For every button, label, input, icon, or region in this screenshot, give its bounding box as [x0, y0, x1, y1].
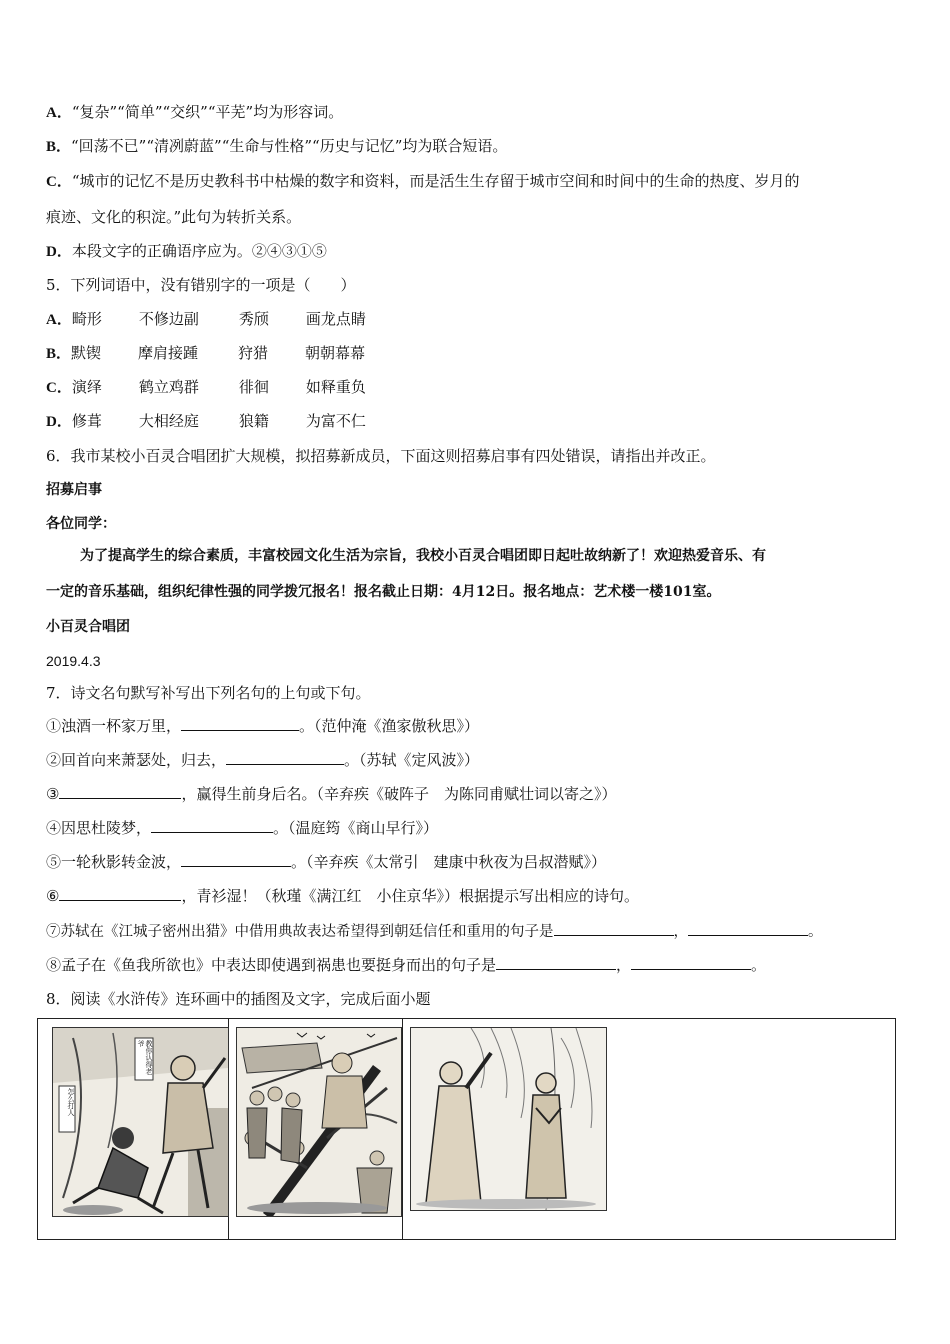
answer-blank[interactable]: [688, 921, 808, 936]
q4-option-a: A．“复杂”“简单”“交织”“平芜”均为形容词。: [46, 103, 344, 121]
q7-item-6: ⑥ ，青衫湿！（秋瑾《满江红 小住京华》）根据提示写出相应的诗句。: [46, 887, 639, 905]
comic-illustration-2: [237, 1028, 401, 1216]
q7-item-5: ⑤一轮秋影转金波， 。（辛弃疾《太常引 建康中秋夜为吕叔潜赋》）: [46, 853, 607, 871]
notice-greeting: 各位同学：: [46, 516, 116, 532]
q7-item-7: ⑦苏轼在《江城子密州出猎》中借用典故表达希望得到朝廷信任和重用的句子是 ， 。: [46, 921, 823, 942]
speech-bubble-2: 怎么打人: [67, 1088, 75, 1116]
answer-blank[interactable]: [631, 955, 751, 970]
q8-stem: 8．阅读《水浒传》连环画中的插图及文字，完成后面小题: [46, 990, 431, 1008]
comic-panel-3: [410, 1027, 607, 1211]
notice-body-1: 为了提高学生的综合素质，丰富校园文化生活为宗旨，我校小百灵合唱团即日起吐故纳新了！欢迎热爱音乐、有: [80, 548, 766, 564]
q7-item-2: ②回首向来萧瑟处，归去， 。（苏轼《定风波》）: [46, 751, 480, 769]
notice-body-2: 一定的音乐基础，组织纪律性强的同学拨冗报名！报名截止日期：4月12日。报名地点：艺术楼一楼101室。: [46, 584, 721, 600]
speech-bubble-1: 教你认得老爷: [137, 1040, 153, 1075]
q7-item-8: ⑧孟子在《鱼我所欲也》中表达即使遇到祸患也要挺身而出的句子是 ， 。: [46, 956, 767, 974]
q7-item-3: ③ ，赢得生前身后名。（辛弃疾《破阵子 为陈同甫赋壮词以寄之》）: [46, 785, 617, 803]
answer-blank[interactable]: [181, 852, 291, 867]
q4-option-d: D．本段文字的正确语序应为。②④③①⑤: [46, 242, 327, 260]
answer-blank[interactable]: [554, 921, 674, 936]
answer-blank[interactable]: [496, 955, 616, 970]
q6-stem: 6．我市某校小百灵合唱团扩大规模，拟招募新成员，下面这则招募启事有四处错误，请指出并改正。: [46, 447, 716, 465]
answer-blank[interactable]: [59, 784, 181, 799]
notice-signature: 小百灵合唱团: [46, 619, 130, 635]
comic-table: [37, 1018, 896, 1240]
q5-option-b: B．默锲 摩肩接踵 狩猎 朝朝幕幕: [46, 344, 366, 362]
q7-item-1: ①浊酒一杯家万里， 。（范仲淹《渔家傲秋思》）: [46, 717, 480, 735]
q5-stem: 5．下列词语中，没有错别字的一项是（ ）: [46, 276, 356, 294]
answer-blank[interactable]: [151, 818, 273, 833]
q5-option-c: C．演绎 鹤立鸡群 徘徊 如释重负: [46, 378, 366, 396]
notice-date: 2019.4.3: [46, 653, 101, 669]
comic-panel-2: [236, 1027, 402, 1217]
q4-option-c-cont: 痕迹、文化的积淀。”此句为转折关系。: [46, 208, 302, 226]
notice-title: 招募启事: [46, 482, 102, 498]
comic-panel-1: [52, 1027, 229, 1217]
answer-blank[interactable]: [181, 716, 299, 731]
q5-option-d: D．修葺 大相经庭 狼籍 为富不仁: [46, 412, 366, 430]
answer-blank[interactable]: [59, 886, 181, 901]
q7-item-4: ④因思杜陵梦， 。（温庭筠《商山早行》）: [46, 819, 439, 837]
answer-blank[interactable]: [226, 750, 344, 765]
q4-option-c: C．“城市的记忆不是历史教科书中枯燥的数字和资料，而是活生生存留于城市空间和时间中的生命的热度、岁月的: [46, 172, 800, 190]
q7-stem: 7．诗文名句默写补写出下列名句的上句或下句。: [46, 684, 371, 702]
q5-option-a: A．畸形 不修边副 秀颀 画龙点睛: [46, 310, 366, 328]
table-divider: [402, 1019, 403, 1239]
comic-illustration-3: [411, 1028, 606, 1210]
q4-option-b: B．“回荡不已”“清冽蔚蓝”“生命与性格”“历史与记忆”均为联合短语。: [46, 137, 508, 155]
